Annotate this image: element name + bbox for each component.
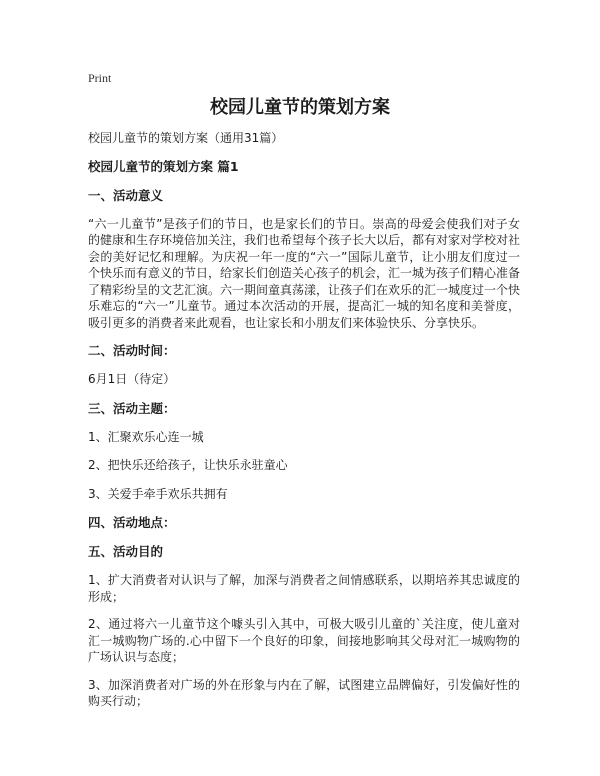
article-heading: 校园儿童节的策划方案 篇1	[88, 158, 239, 174]
list-item: 3、加深消费者对广场的外在形象与内在了解，试图建立品牌偏好，引发偏好性的购买行动；	[88, 677, 520, 708]
section-heading-purpose: 五、活动目的	[88, 544, 164, 559]
list-item: 1、汇聚欢乐心连一城	[88, 429, 204, 444]
document-subtitle: 校园儿童节的策划方案（通用31篇）	[88, 131, 284, 145]
print-link[interactable]: Print	[88, 71, 112, 85]
list-item: 2、通过将六一儿童节这个噱头引入其中，可极大吸引儿童的`关注度，使儿童对汇一城购物广场的.心中留下一个良好的印象，间接地影响其父母对汇一城购物的广场认识与态度；	[88, 617, 520, 664]
section-body-time: 6月1日（待定）	[88, 372, 176, 386]
list-item: 1、扩大消费者对认识与了解，加深与消费者之间情感联系，以期培养其忠诚度的形成；	[88, 573, 520, 604]
section-heading-theme: 三、活动主题：	[88, 400, 176, 416]
section-heading-time: 二、活动时间：	[88, 343, 176, 358]
section-body-significance: “六一儿童节”是孩子们的节日，也是家长们的节日。崇高的母爱会使我们对子女的健康和生存环境倍加关注，我们也希望每个孩子长大以后，都有对家对学校对社会的美好记忆和理解。为庆祝一年一度的“六一”国际儿童节，让小朋友们度过一个快乐而有意义的节日，给家长们创造关心孩子的机会，汇一城为孩子们精心准备了精彩纷呈的文艺汇演。六一期间童真荡漾，让孩子们在欢乐的汇一城度过一个快乐难忘的“六一”儿童节。通过本次活动的开展，提高汇一城的知名度和美誉度，吸引更多的消费者来此观看，也让家长和小朋友们来体验快乐、分享快乐。	[88, 216, 521, 330]
list-item: 3、关爱手牵手欢乐共拥有	[88, 486, 228, 501]
list-item: 2、把快乐还给孩子，让快乐永驻童心	[88, 458, 288, 472]
section-heading-location: 四、活动地点：	[88, 515, 176, 530]
document-title: 校园儿童节的策划方案	[210, 97, 390, 118]
section-heading-significance: 一、活动意义	[88, 187, 164, 203]
document-body	[88, 130, 520, 721]
